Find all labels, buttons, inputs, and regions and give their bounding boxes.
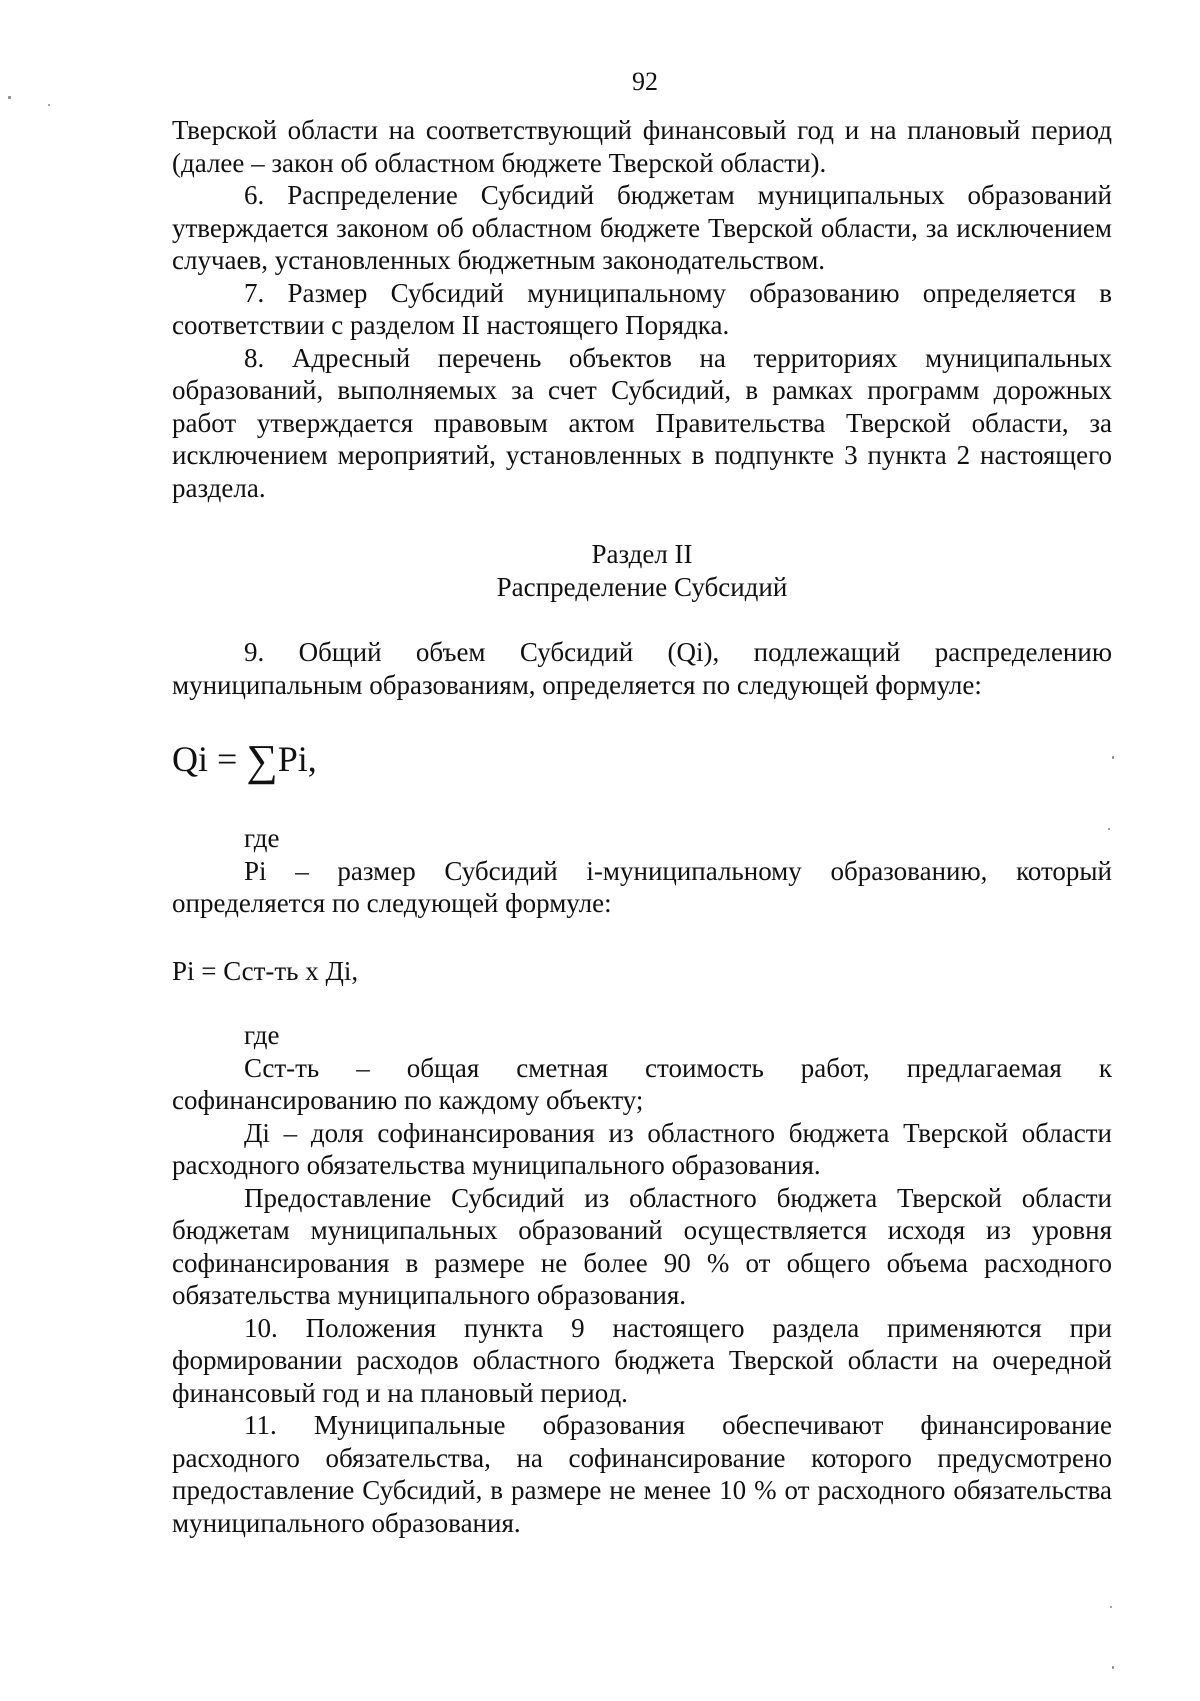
where-label: где	[244, 1020, 280, 1050]
paragraph-item-8: 8. Адресный перечень объектов на территориях муниципальных образований, выполняемых за счет Субсидий, в рамках программ дорожных работ утверждается правовым актом Правительства Тверской области, за исключением мероприятий, установленных в подпункте 3 пункта 2 настоящего раздела.	[172, 342, 1112, 503]
formula-pi	[172, 955, 1112, 988]
paragraph-item-9: 9. Общий объем Субсидий (Qi), подлежащий распределению муниципальным образованиям, определяется по следующей формуле:	[172, 637, 1112, 700]
scan-speck	[1112, 756, 1114, 759]
di-definition: Дi – доля софинансирования из областного бюджета Тверской области расходного обязательства муниципального образования.	[172, 1117, 1112, 1180]
body-text-top	[172, 114, 1112, 504]
provision-paragraph: Предоставление Субсидий из областного бюджета Тверской области бюджетам муниципальных образований осуществляется исходя из уровня софинансирования в размере не более 90 % от общего объема расходного обязательства муниципального образования.	[172, 1182, 1112, 1310]
paragraph-continuation: Тверской области на соответствующий финансовый год и на плановый период (далее – закон об областном бюджете Тверской области).	[172, 115, 1112, 178]
paragraph-item-10: 10. Положения пункта 9 настоящего раздела применяются при формировании расходов областного бюджета Тверской области на очередной финансовый год и на плановый период.	[172, 1312, 1112, 1408]
formula-pi-text: Pi = Сст-ть х Дi,	[172, 956, 359, 986]
sum-symbol: ∑	[246, 736, 278, 785]
paragraph-item-11: 11. Муниципальные образования обеспечивают финансирование расходного обязательства, на софинансирование которого предусмотрено предоставление Субсидий, в размере не менее 10 % от расходного обязательства муниципального образования.	[172, 1410, 1112, 1538]
formula-qi	[172, 737, 1112, 783]
item-9-intro-block	[172, 636, 1112, 701]
pi-definition: Pi – размер Субсидий i-муниципальному образованию, который определяется по следующей формуле:	[172, 855, 1112, 918]
scan-speck	[1112, 1666, 1114, 1669]
body-text-bottom	[172, 1019, 1112, 1539]
section-header	[172, 538, 1112, 603]
section-title: Распределение Субсидий	[496, 571, 788, 602]
where-label: где	[244, 823, 280, 853]
scan-speck	[48, 104, 50, 106]
scan-speck	[1110, 1606, 1112, 1608]
formula-qi-right: Pi,	[277, 739, 317, 779]
page-number: 92	[632, 67, 658, 96]
formula-qi-left: Qi =	[172, 739, 238, 779]
sst-definition: Сст-ть – общая сметная стоимость работ, предлагаемая к софинансированию по каждому объекту;	[172, 1052, 1112, 1115]
paragraph-item-7: 7. Размер Субсидий муниципальному образованию определяется в соответствии с разделом II настоящего Порядка.	[172, 277, 1112, 340]
paragraph-item-6: 6. Распределение Субсидий бюджетам муниципальных образований утверждается законом об областном бюджете Тверской области, за исключением случаев, установленных бюджетным законодательством.	[172, 180, 1112, 275]
pi-definition-block	[172, 822, 1112, 920]
section-heading: Раздел II	[591, 539, 693, 569]
